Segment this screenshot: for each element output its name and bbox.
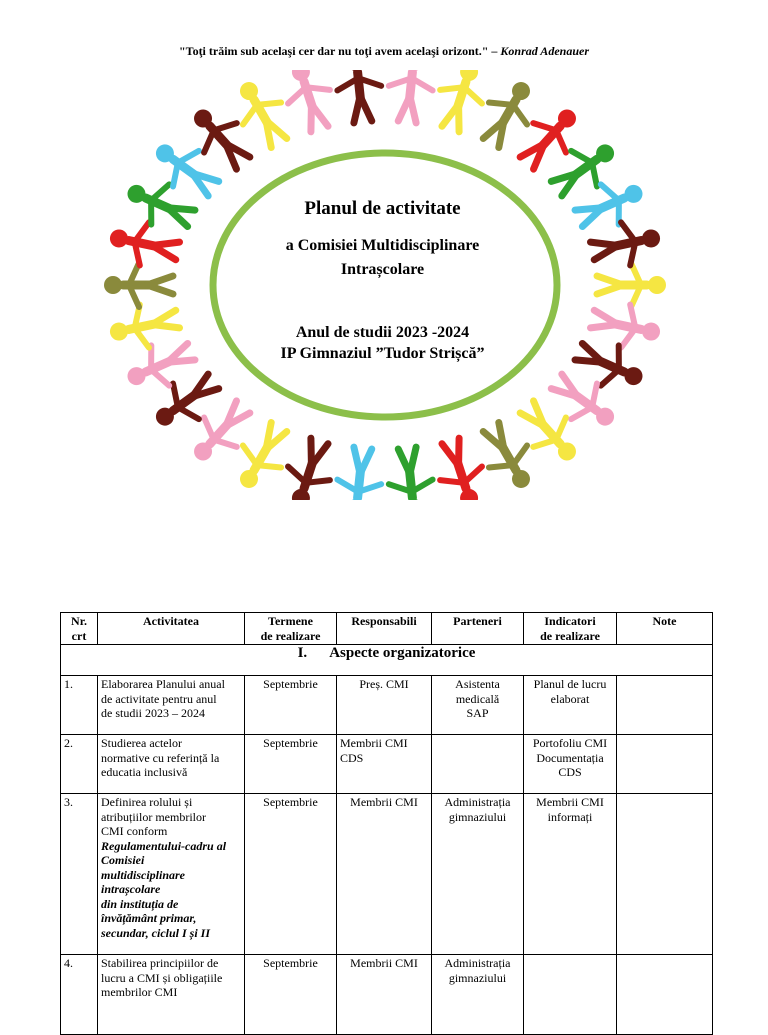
person-figure	[119, 332, 200, 400]
cell-indicators: Membrii CMI informați	[524, 794, 617, 955]
cell-notes	[617, 794, 713, 955]
person-figure	[225, 416, 298, 498]
header-activity: Activitatea	[98, 613, 245, 645]
person-figure	[588, 298, 665, 355]
person-figure	[430, 434, 493, 500]
table-header-row	[61, 613, 713, 645]
subtitle-line-2: Intrașcolare	[340, 261, 425, 278]
person-figure	[181, 97, 260, 178]
person-figure	[510, 392, 589, 473]
cell-nr: 2.	[61, 735, 98, 794]
document-subtitle	[225, 234, 540, 282]
person-figure	[570, 170, 651, 238]
person-figure	[385, 446, 436, 500]
cell-term: Septembrie	[245, 735, 337, 794]
cell-nr: 1.	[61, 676, 98, 735]
cell-indicators: Planul de lucru elaborat	[524, 676, 617, 735]
cell-responsible: Preș. CMI	[337, 676, 432, 735]
person-figure	[277, 70, 340, 136]
cell-partners	[432, 735, 524, 794]
header-indicators: Indicatori de realizare	[524, 613, 617, 645]
header-term: Termene de realizare	[245, 613, 337, 645]
cell-indicators: Portofoliu CMI Documentația CDS	[524, 735, 617, 794]
table-row	[61, 794, 713, 955]
table-row	[61, 676, 713, 735]
cell-term: Septembrie	[245, 955, 337, 1035]
cell-term: Septembrie	[245, 794, 337, 955]
person-figure	[334, 446, 385, 500]
header-responsible: Responsabili	[337, 613, 432, 645]
person-figure	[104, 263, 173, 307]
cell-nr: 4.	[61, 955, 98, 1035]
person-figure	[472, 72, 545, 154]
table-row	[61, 735, 713, 794]
cell-activity: Elaborarea Planului anual de activitate pentru anul de studii 2023 – 2024	[98, 676, 245, 735]
cell-notes	[617, 676, 713, 735]
table-row	[61, 955, 713, 1035]
cell-partners: Administrația gimnaziului	[432, 794, 524, 955]
cell-responsible: Membrii CMI CDS	[337, 735, 432, 794]
person-figure	[225, 72, 298, 154]
green-ring	[213, 153, 557, 417]
cell-nr: 3.	[61, 794, 98, 955]
cell-activity: Definirea rolului și atribuțiilor membrilor CMI conform Regulamentului-cadru al Comisiei multidisciplinare intrașcolare din instituția de învățământ primar, secundar, ciclul I și II	[98, 794, 245, 955]
section-number: I.	[297, 645, 308, 661]
subtitle-line-1: a Comisiei Multidisciplinare	[285, 237, 480, 254]
person-figure	[385, 70, 436, 124]
cell-notes	[617, 955, 713, 1035]
person-figure	[106, 215, 183, 272]
epigraph-quote	[0, 44, 768, 59]
header-notes: Note	[617, 613, 713, 645]
header-partners: Parteneri	[432, 613, 524, 645]
header-nr: Nr. crt	[61, 613, 98, 645]
school-name: IP Gimnaziul ”Tudor Strișcă”	[280, 345, 485, 362]
quote-text: "Toţi trăim sub acelaşi cer dar nu toţi avem acelaşi orizont." –	[179, 44, 498, 58]
document-title: Planul de activitate	[304, 198, 461, 219]
person-figure	[334, 70, 385, 124]
person-figure	[597, 263, 666, 307]
school-year: Anul de studii 2023 -2024	[295, 324, 470, 341]
quote-author: Konrad Adenauer	[500, 44, 589, 58]
person-figure	[430, 70, 493, 136]
cell-responsible: Membrii CMI	[337, 955, 432, 1035]
regulation-reference: Regulamentului-cadru al Comisiei multidisciplinare intrașcolare din instituția de învățământ primar, secundar, ciclul I și II	[101, 838, 227, 940]
section-heading	[61, 645, 713, 676]
cell-activity: Stabilirea principiilor de lucru a CMI și obligațiile membrilor CMI	[98, 955, 245, 1035]
people-circle-illustration	[100, 70, 670, 500]
activity-plan-table	[60, 612, 713, 1035]
cell-responsible: Membrii CMI	[337, 794, 432, 955]
cell-notes	[617, 735, 713, 794]
cell-indicators	[524, 955, 617, 1035]
person-figure	[277, 434, 340, 500]
person-figure	[570, 332, 651, 400]
section-row	[61, 645, 713, 676]
person-figure	[510, 97, 589, 178]
cell-term: Septembrie	[245, 676, 337, 735]
section-title: Aspecte organizatorice	[329, 645, 476, 661]
document-meta	[225, 322, 540, 364]
cell-activity: Studierea actelor normative cu referință la educatia inclusivă	[98, 735, 245, 794]
person-figure	[181, 392, 260, 473]
person-figure	[106, 298, 183, 355]
cell-partners: Asistenta medicală SAP	[432, 676, 524, 735]
person-figure	[472, 416, 545, 498]
cell-partners: Administrația gimnaziului	[432, 955, 524, 1035]
person-figure	[119, 170, 200, 238]
person-figure	[588, 215, 665, 272]
